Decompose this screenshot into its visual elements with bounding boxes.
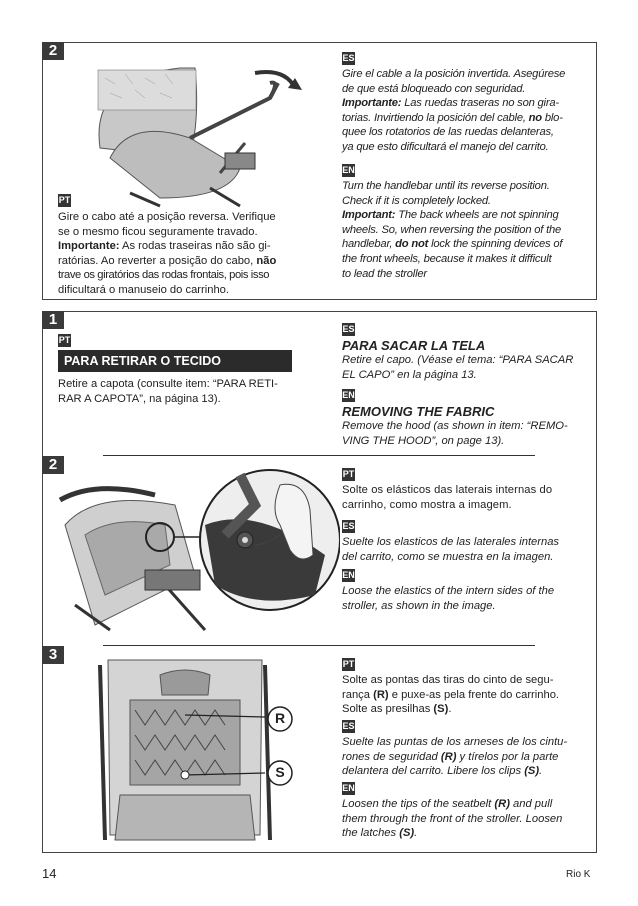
text-line bbox=[342, 208, 587, 223]
en-text-step2 bbox=[342, 584, 587, 613]
text-line bbox=[342, 764, 587, 779]
emphasis: no bbox=[528, 111, 542, 124]
lang-tag-es: ES bbox=[342, 324, 355, 334]
en-text-top bbox=[342, 179, 587, 281]
lang-tag-pt: PT bbox=[58, 335, 71, 345]
ref-label: (S) bbox=[399, 827, 415, 840]
text-line: Check if it is completely locked. bbox=[342, 194, 491, 207]
text-line: them through the front of the stroller. Loosen bbox=[342, 812, 563, 825]
step-number-3: 3 bbox=[42, 646, 64, 664]
text-line: VING THE HOOD”, on page 13). bbox=[342, 434, 505, 447]
text-fragment: Loosen the tips of the seatbelt bbox=[342, 798, 495, 810]
text-fragment: . bbox=[414, 827, 418, 840]
label-r: R bbox=[274, 710, 286, 726]
pt-section-title: PARA RETIRAR O TECIDO bbox=[58, 350, 292, 372]
text-line: Loose the elastics of the intern sides of the bbox=[342, 585, 555, 597]
frame-line bbox=[190, 83, 278, 138]
label-s: S bbox=[275, 764, 285, 780]
text-line bbox=[342, 702, 587, 717]
lang-tag-es: ES bbox=[342, 53, 355, 63]
text-line: RAR A CAPOTA”, na página 13). bbox=[58, 392, 221, 405]
text-line: Turn the handlebar until its reverse position. bbox=[342, 180, 550, 192]
text-line: carrinho, como mostra a imagem. bbox=[342, 498, 512, 511]
important-label: Important: bbox=[342, 209, 396, 222]
emphasis: não bbox=[256, 254, 277, 267]
text-fragment: delantera del carrito. Libere los clips bbox=[342, 765, 525, 778]
text-line: stroller, as shown in the image. bbox=[342, 599, 496, 612]
en-section-title: REMOVING THE FABRIC bbox=[342, 404, 495, 419]
text-fragment: Solte as presilhas bbox=[342, 703, 434, 716]
seat-shape bbox=[110, 131, 240, 198]
text-line bbox=[342, 96, 587, 111]
stroller-elastics-illustration bbox=[55, 465, 340, 635]
text-line: ya que esto dificultará el manejo del carrito. bbox=[342, 140, 549, 153]
text-line bbox=[342, 826, 587, 841]
ref-label: (R) bbox=[373, 688, 389, 701]
text-fragment: Las ruedas traseras no son gira- bbox=[401, 97, 559, 110]
ref-label: (S) bbox=[524, 765, 540, 778]
text-fragment: the latches bbox=[342, 827, 400, 840]
text-fragment: . bbox=[539, 765, 543, 778]
lang-tag-en: EN bbox=[342, 165, 355, 175]
lang-tag-en: EN bbox=[342, 390, 355, 400]
emphasis: do not bbox=[395, 238, 429, 251]
divider-line bbox=[103, 455, 535, 456]
text-line bbox=[58, 239, 303, 254]
text-fragment: rança bbox=[342, 688, 374, 701]
divider-line bbox=[103, 645, 535, 646]
lang-tag-pt: PT bbox=[342, 469, 355, 479]
ref-label: (S) bbox=[433, 703, 449, 716]
stroller-seatbelt-illustration bbox=[90, 655, 300, 845]
pt-text-step3 bbox=[342, 673, 587, 717]
text-line: del carrito, como se muestra en la imagen. bbox=[342, 550, 554, 563]
pt-text-step2 bbox=[342, 483, 587, 512]
text-fragment: rones de seguridad bbox=[342, 750, 441, 763]
text-fragment: The back wheels are not spinning bbox=[395, 209, 559, 222]
lang-tag-en: EN bbox=[342, 570, 355, 580]
ref-label: (R) bbox=[494, 798, 510, 810]
ref-label: (R) bbox=[440, 750, 457, 763]
step-number-top: 2 bbox=[42, 42, 64, 60]
text-line: Solte as pontas das tiras do cinto de segu- bbox=[342, 674, 554, 686]
text-fragment: e puxe-as pela frente do carrinho. bbox=[388, 688, 560, 701]
text-line bbox=[342, 797, 587, 812]
text-line: trave os giratórios das rodas frontais, pois isso bbox=[58, 269, 270, 282]
text-line: quee los rotatorios de las ruedas delanteras, bbox=[342, 126, 554, 139]
text-line: Suelte los elasticos de las laterales internas bbox=[342, 536, 560, 548]
text-line: to lead the stroller bbox=[342, 267, 427, 280]
text-fragment: handlebar, bbox=[342, 238, 396, 251]
text-fragment: and pull bbox=[509, 798, 553, 810]
text-line bbox=[342, 111, 587, 126]
step-number-1: 1 bbox=[42, 311, 64, 329]
frame-line bbox=[60, 489, 155, 500]
text-line: de que está bloqueado con seguridad. bbox=[342, 82, 526, 95]
text-line: Gire el cable a la posición invertida. Asegúrese bbox=[342, 68, 566, 80]
text-line: Gire o cabo até a posição reversa. Verifique bbox=[58, 211, 276, 223]
text-line: Retire el capo. (Véase el tema: “PARA SACAR bbox=[342, 354, 574, 366]
es-text-step1 bbox=[342, 353, 587, 382]
text-line: Solte os elásticos das laterais internas do bbox=[342, 484, 553, 496]
text-line: wheels. So, when reversing the position of the bbox=[342, 223, 562, 236]
text-fragment: ratórias. Ao reverter a posição do cabo, bbox=[58, 254, 257, 267]
es-text-step2 bbox=[342, 535, 587, 564]
text-line: Remove the hood (as shown in item: “REMO- bbox=[342, 420, 568, 432]
stroller-handlebar-illustration bbox=[70, 58, 330, 208]
text-line bbox=[342, 237, 587, 252]
page-number: 14 bbox=[42, 866, 57, 881]
text-line bbox=[342, 750, 587, 765]
step-number-2: 2 bbox=[42, 456, 64, 474]
canopy-pattern bbox=[98, 70, 196, 110]
text-fragment: blo- bbox=[541, 111, 563, 124]
en-text-step1 bbox=[342, 419, 587, 448]
text-fragment: y tírelos por la parte bbox=[456, 750, 559, 763]
lang-tag-es: ES bbox=[342, 521, 355, 531]
pt-text-step1 bbox=[58, 377, 298, 406]
es-text-top bbox=[342, 67, 587, 155]
lang-tag-pt: PT bbox=[58, 195, 71, 205]
model-name: Rio K bbox=[566, 869, 591, 880]
pt-text-top bbox=[58, 210, 303, 298]
lang-tag-es: ES bbox=[342, 721, 355, 731]
text-fragment: As rodas traseiras não são gi- bbox=[119, 240, 271, 253]
lang-tag-en: EN bbox=[342, 783, 355, 793]
text-line bbox=[342, 688, 587, 703]
text-fragment: . bbox=[448, 703, 452, 716]
text-line: Suelte las puntas de los arneses de los cintu- bbox=[342, 736, 568, 748]
es-text-step3 bbox=[342, 735, 587, 779]
lang-tag-pt: PT bbox=[342, 659, 355, 669]
important-label: Importante: bbox=[342, 97, 402, 110]
text-fragment: lock the spinning devices of bbox=[428, 238, 563, 251]
es-section-title: PARA SACAR LA TELA bbox=[342, 338, 486, 353]
text-fragment: torias. Invirtiendo la posición del cable, bbox=[342, 111, 529, 124]
en-text-step3 bbox=[342, 797, 587, 841]
text-line: the front wheels, because it makes it difficult bbox=[342, 252, 552, 265]
text-line: EL CAPO” en la página 13. bbox=[342, 368, 477, 381]
text-line bbox=[58, 254, 303, 269]
important-label: Importante: bbox=[58, 240, 120, 253]
text-line: se o mesmo ficou seguramente travado. bbox=[58, 225, 258, 238]
text-line: dificultará o manuseio do carrinho. bbox=[58, 283, 230, 296]
text-line: Retire a capota (consulte item: “PARA RETI- bbox=[58, 378, 278, 390]
